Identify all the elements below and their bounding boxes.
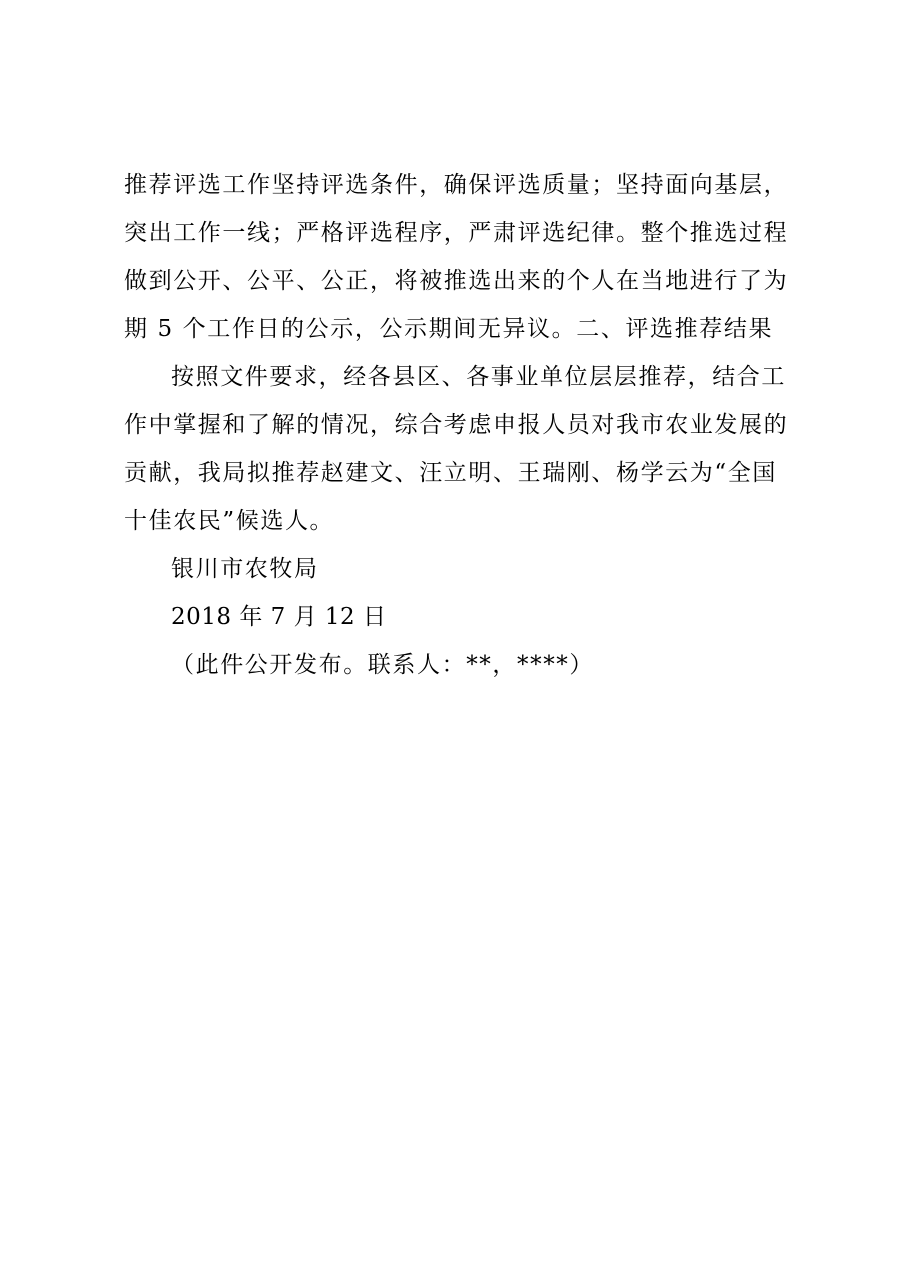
body-text-line: 期 5 个工作日的公示，公示期间无异议。二、评选推荐结果 — [124, 316, 774, 342]
body-text-line: 贡献，我局拟推荐赵建文、汪立明、王瑞刚、杨学云为“全国 — [124, 460, 777, 486]
body-text-line: 按照文件要求，经各县区、各事业单位层层推荐，结合工 — [171, 364, 786, 390]
body-text-line: 作中掌握和了解的情况，综合考虑申报人员对我市农业发展的 — [124, 412, 789, 438]
document-date: 2018 年 7 月 12 日 — [171, 604, 387, 630]
body-text-line: 推荐评选工作坚持评选条件，确保评选质量；坚持面向基层， — [124, 172, 789, 198]
body-text-line: 做到公开、公平、公正，将被推选出来的个人在当地进行了为 — [124, 268, 789, 294]
publication-note: （此件公开发布。联系人：**，****） — [171, 652, 594, 678]
body-text-line: 突出工作一线；严格评选程序，严肃评选纪律。整个推选过程 — [124, 220, 789, 246]
body-text-line: 十佳农民”候选人。 — [124, 508, 335, 534]
signature-organization: 银川市农牧局 — [171, 556, 319, 582]
